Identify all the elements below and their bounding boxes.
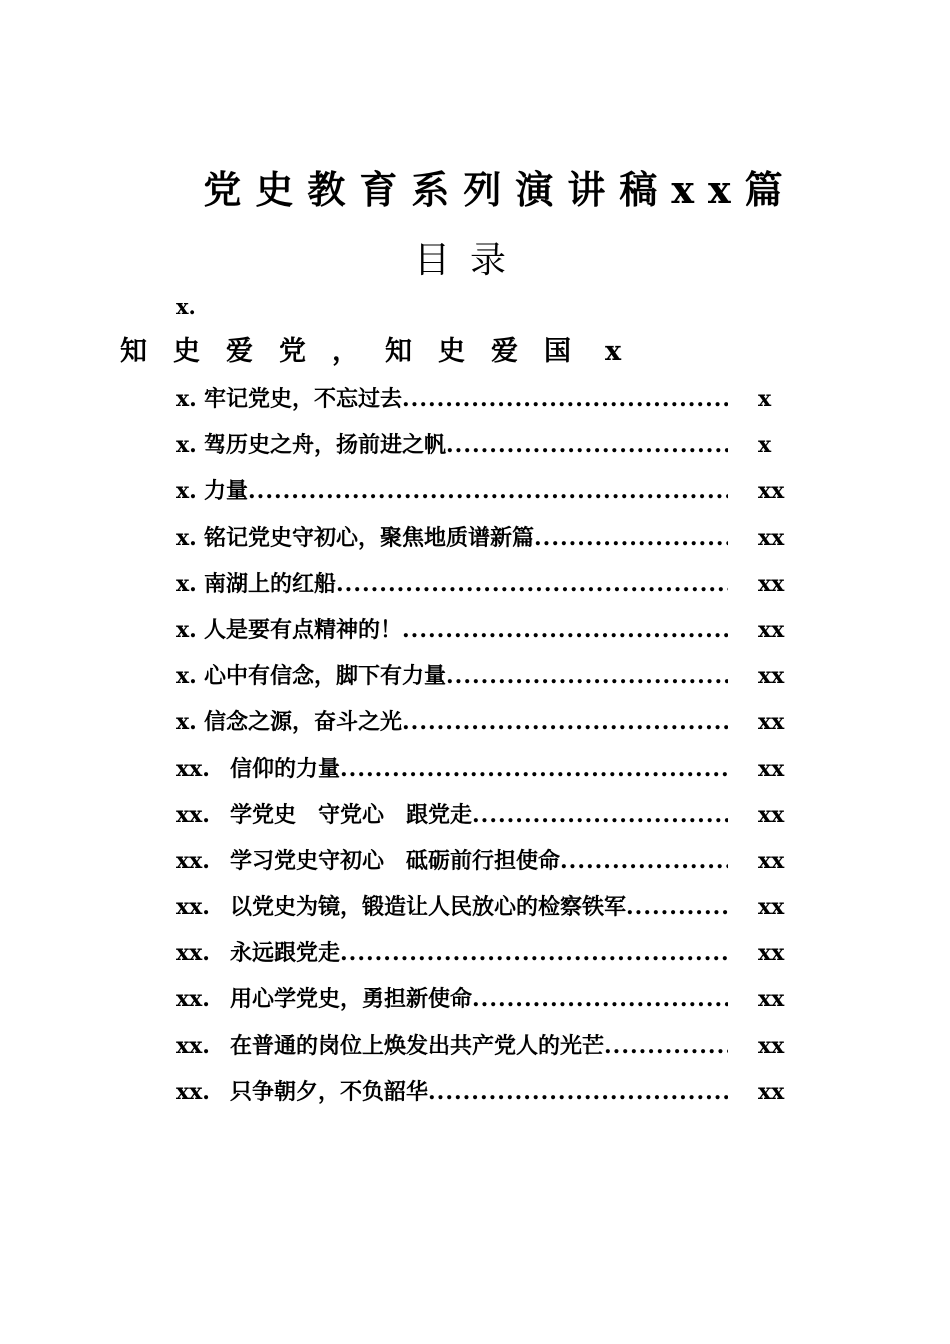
toc-entry-page: xx — [758, 616, 785, 643]
section-label: 知史爱党，知史爱国 — [120, 336, 597, 367]
toc-entry[interactable] — [176, 470, 786, 516]
toc-entry[interactable] — [176, 1071, 786, 1117]
toc-entry[interactable] — [176, 840, 786, 886]
toc-entry-title: 只争朝夕，不负韶华 ..... — [230, 1071, 728, 1113]
toc-entry[interactable] — [176, 932, 786, 978]
toc-entry-title: 心中有信念，脚下有力量 ..... — [204, 655, 728, 697]
table-of-contents — [176, 378, 786, 1117]
pre-section-number: x. — [176, 294, 196, 319]
toc-heading: 目录 — [413, 240, 526, 281]
toc-entry-number: x. — [176, 616, 197, 643]
toc-entry-page: xx — [758, 570, 785, 597]
toc-entry-page: x — [758, 432, 772, 459]
toc-entry-number: x. — [176, 570, 197, 597]
toc-entry-number: x. — [176, 432, 197, 459]
toc-entry-title: 驾历史之舟，扬前进之帆 ..... — [204, 424, 728, 466]
toc-entry[interactable] — [176, 1025, 786, 1071]
toc-entry-page: xx — [758, 524, 785, 551]
toc-entry-number: xx. — [176, 940, 210, 967]
toc-entry-number: xx. — [176, 755, 210, 782]
toc-entry[interactable] — [176, 978, 786, 1024]
toc-entry-page: xx — [758, 478, 785, 505]
toc-entry-page: xx — [758, 940, 785, 967]
toc-entry-title: 南湖上的红船 ..... — [204, 563, 728, 605]
toc-entry[interactable] — [176, 655, 786, 701]
toc-entry-page: xx — [758, 801, 785, 828]
toc-entry[interactable] — [176, 563, 786, 609]
toc-entry-title: 力量 ..... — [204, 470, 728, 512]
toc-entry-title: 以党史为镜，锻造让人民放心的检察铁军 ..... — [230, 886, 728, 928]
toc-entry[interactable] — [176, 378, 786, 424]
toc-entry-page: xx — [758, 709, 785, 736]
toc-entry-number: xx. — [176, 847, 210, 874]
toc-entry-title: 学党史 守党心 跟党走 ..... — [230, 794, 728, 836]
toc-entry-title: 牢记党史，不忘过去 ..... — [204, 378, 728, 420]
toc-entry-number: xx. — [176, 1078, 210, 1105]
toc-entry-title: 信仰的力量 ..... — [230, 748, 728, 790]
toc-entry-number: x. — [176, 478, 197, 505]
toc-entry-page: xx — [758, 894, 785, 921]
toc-entry-number: xx. — [176, 801, 210, 828]
toc-entry[interactable] — [176, 701, 786, 747]
toc-entry-number: x. — [176, 709, 197, 736]
toc-entry-page: xx — [758, 1078, 785, 1105]
toc-entry-page: xx — [758, 847, 785, 874]
toc-entry-title: 人是要有点精神的！ ..... — [204, 609, 728, 651]
toc-entry-title: 铭记党史守初心，聚焦地质谱新篇 ..... — [204, 517, 728, 559]
toc-entry[interactable] — [176, 517, 786, 563]
toc-entry-number: xx. — [176, 894, 210, 921]
toc-entry[interactable] — [176, 886, 786, 932]
toc-entry[interactable] — [176, 794, 786, 840]
toc-entry-title: 用心学党史，勇担新使命 ..... — [230, 978, 728, 1020]
toc-entry-number: x. — [176, 663, 197, 690]
toc-entry-title: 学习党史守初心 砥砺前行担使命 ..... — [230, 840, 728, 882]
section-page-number: x — [605, 336, 622, 367]
toc-entry-page: xx — [758, 1032, 785, 1059]
toc-entry-title: 在普通的岗位上焕发出共产党人的光芒 ..... — [230, 1025, 728, 1067]
toc-entry[interactable] — [176, 424, 786, 470]
toc-entry-number: x. — [176, 524, 197, 551]
toc-entry-title: 永远跟党走 ..... — [230, 932, 728, 974]
toc-entry-number: x. — [176, 386, 197, 412]
toc-entry-page: xx — [758, 986, 785, 1013]
toc-entry-page: x — [758, 386, 772, 412]
toc-entry-number: xx. — [176, 986, 210, 1013]
toc-entry-page: xx — [758, 663, 785, 690]
toc-entry-number: xx. — [176, 1032, 210, 1059]
toc-entry-title: 信念之源，奋斗之光 ..... — [204, 701, 728, 743]
toc-entry-page: xx — [758, 755, 785, 782]
toc-entry[interactable] — [176, 609, 786, 655]
toc-entry[interactable] — [176, 748, 786, 794]
section-heading[interactable] — [120, 332, 720, 372]
document-title: 党史教育系列演讲稿xx篇 — [203, 167, 797, 212]
